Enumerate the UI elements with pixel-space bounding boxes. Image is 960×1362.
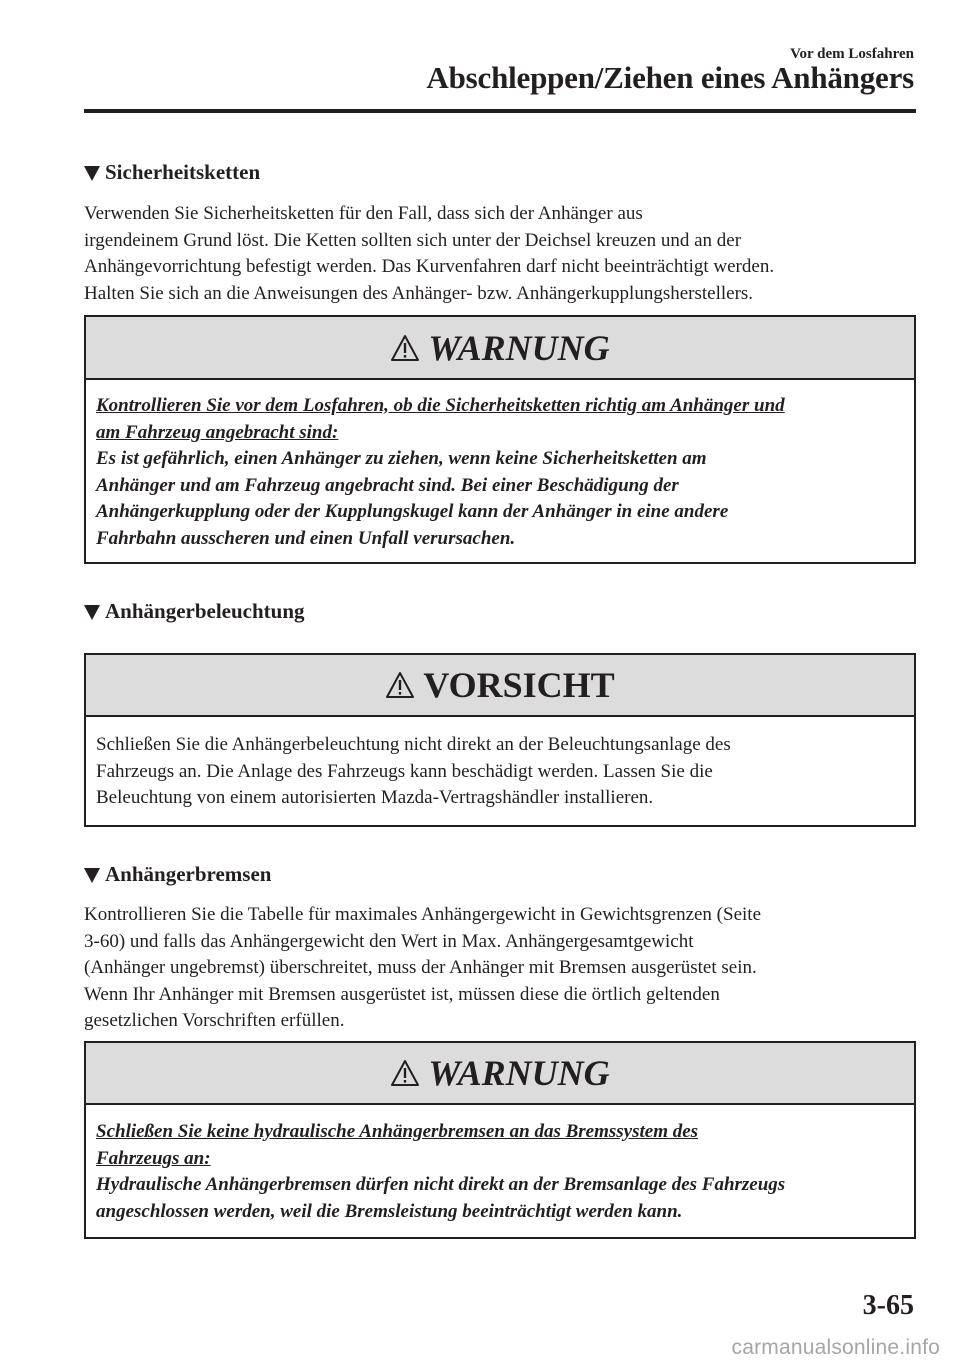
warning-triangle-icon [385,671,415,699]
triangle-bullet-icon [84,166,100,181]
text-line: Es ist gefährlich, einen Anhänger zu ziehen, wenn keine Sicherheitsketten am [96,448,707,469]
text-line: Fahrzeugs an: [96,1147,211,1169]
text-line: Anhänger und am Fahrzeug angebracht sind. Bei einer Beschädigung der [96,474,679,496]
header-rule [84,109,916,113]
text-line: (Anhänger ungebremst) überschreitet, muss der Anhänger mit Bremsen ausgerüstet sein. [84,957,757,978]
watermark: carmanualsonline.info [731,1336,940,1359]
text-line: Kontrollieren Sie vor dem Losfahren, ob die Sicherheitsketten richtig am Anhänger und [96,395,785,416]
text-line: Halten Sie sich an die Anweisungen des Anhänger- bzw. Anhängerkupplungsherstellers. [84,282,754,304]
text-line: Anhängevorrichtung befestigt werden. Das Kurvenfahren darf nicht beeinträchtigt werden. [84,256,775,277]
text-line: gesetzlichen Vorschriften erfüllen. [84,1010,345,1031]
warning-triangle-icon [390,334,420,362]
warning-box-header [86,1043,914,1105]
paragraph-sicherheitsketten [84,201,914,307]
warning-box-header [86,317,914,380]
warning-box-brakes [84,1041,916,1239]
warning-label: WARNUNG [428,1053,610,1093]
caution-box-body [86,717,914,825]
section-heading-anhaengerbeleuchtung: Anhängerbeleuchtung [84,599,305,624]
warning-label: WARNUNG [428,327,610,368]
text-line: Schließen Sie keine hydraulische Anhängerbremsen an das Bremssystem des [96,1121,699,1142]
text-line: Fahrzeugs an. Die Anlage des Fahrzeugs kann beschädigt werden. Lassen Sie die [96,760,713,782]
warning-box-chains [84,315,916,564]
text-line: angeschlossen werden, weil die Bremsleistung beeinträchtigt werden kann. [96,1200,683,1222]
text-line: Verwenden Sie Sicherheitsketten für den Fall, dass sich der Anhänger aus [84,203,643,224]
text-line: Schließen Sie die Anhängerbeleuchtung nicht direkt an der Beleuchtungsanlage des [96,734,731,755]
section-heading-anhaengerbremsen: Anhängerbremsen [84,862,271,887]
paragraph-anhaengerbremsen [84,902,914,1035]
page-title: Abschleppen/Ziehen eines Anhängers [426,60,914,95]
warning-box-body [86,380,914,562]
text-line: irgendeinem Grund löst. Die Ketten sollten sich unter der Deichsel kreuzen und an der [84,229,742,251]
caution-label: VORSICHT [423,665,615,705]
section-heading-sicherheitsketten: Sicherheitsketten [84,160,260,185]
caution-box-header [86,655,914,717]
page-number: 3-65 [862,1290,914,1321]
caution-box-lighting [84,653,916,827]
warning-box-body [86,1105,914,1237]
text-line: Kontrollieren Sie die Tabelle für maximales Anhängergewicht in Gewichtsgrenzen (Seite [84,904,762,925]
text-line: am Fahrzeug angebracht sind: [96,421,339,443]
text-line: Hydraulische Anhängerbremsen dürfen nicht direkt an der Bremsanlage des Fahrzeugs [96,1174,786,1195]
text-line: 3-60) und falls das Anhängergewicht den Wert in Max. Anhängergesamtgewicht [84,930,694,952]
text-line: Anhängerkupplung oder der Kupplungskugel kann der Anhänger in eine andere [96,501,729,522]
chapter-label: Vor dem Losfahren [790,46,914,62]
warning-triangle-icon [390,1059,420,1087]
text-line: Beleuchtung von einem autorisierten Mazda-Vertragshändler installieren. [96,787,654,808]
text-line: Fahrbahn ausscheren und einen Unfall verursachen. [96,527,516,549]
text-line: Wenn Ihr Anhänger mit Bremsen ausgerüstet ist, müssen diese die örtlich geltenden [84,983,720,1005]
triangle-bullet-icon [84,868,100,883]
triangle-bullet-icon [84,605,100,620]
